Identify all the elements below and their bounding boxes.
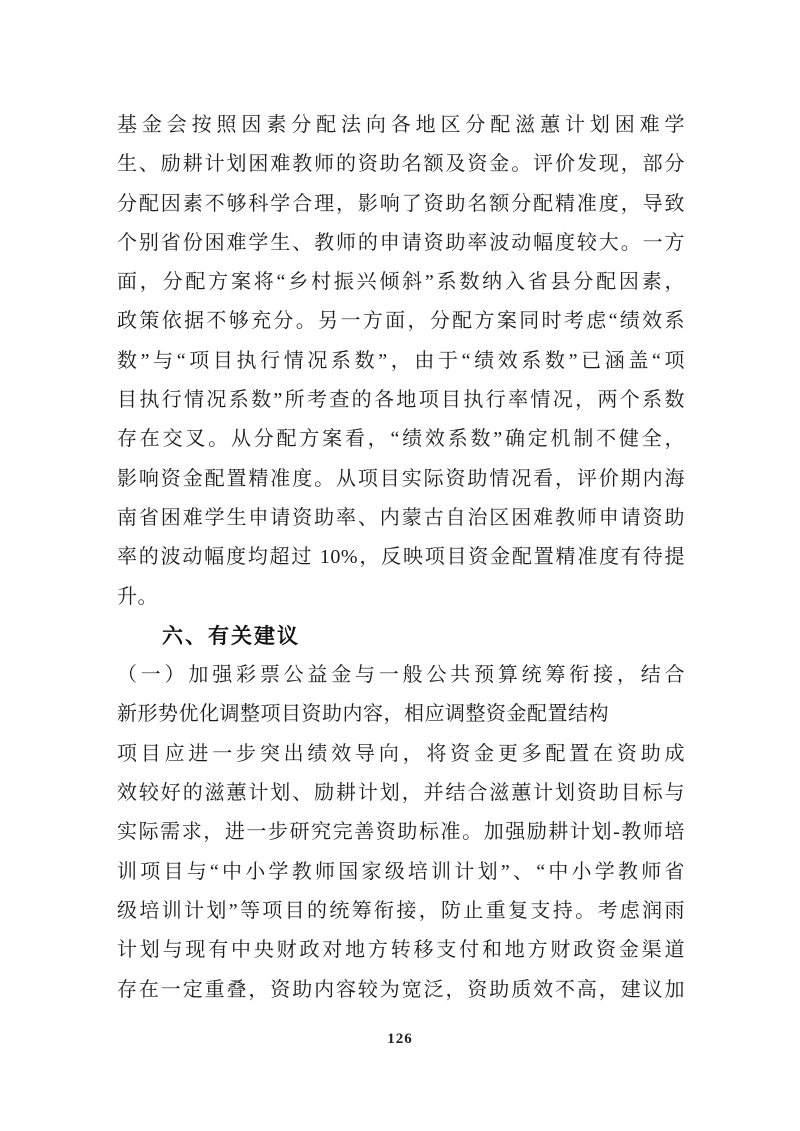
text-line: 效较好的滋蕙计划、励耕计划，并结合滋蕙计划资助目标与: [117, 782, 685, 805]
text-line: 升。: [117, 585, 158, 608]
paragraph-allocation-analysis: [117, 106, 685, 617]
text-line: 分配因素不够科学合理，影响了资助名额分配精准度，导致: [117, 192, 685, 215]
text-line: 级培训计划”等项目的统筹衔接，防止重复支持。考虑润雨: [117, 899, 685, 922]
text-line: 计划与现有中央财政对地方转移支付和地方财政资金渠道: [117, 939, 685, 962]
text-line: 影响资金配置精准度。从项目实际资助情况看，评价期内海: [117, 467, 685, 490]
paragraph-recommendation: [117, 735, 685, 1010]
text-line: 面，分配方案将“乡村振兴倾斜”系数纳入省县分配因素，: [117, 271, 685, 294]
text-line: 南省困难学生申请资助率、内蒙古自治区困难教师申请资助: [117, 506, 685, 529]
page-number: 126: [387, 1031, 413, 1047]
text-line: 基金会按照因素分配法向各地区分配滋蕙计划困难学: [117, 114, 685, 136]
text-line: 训项目与“中小学教师国家级培训计划”、“中小学教师省: [117, 860, 685, 883]
text-line: 项目应进一步突出绩效导向，将资金更多配置在资助成: [117, 742, 685, 765]
subsection-heading-one: [117, 656, 685, 735]
text-line: 目执行情况系数”所考查的各地项目执行率情况，两个系数: [117, 389, 685, 412]
section-heading-suggestions: 六、有关建议: [162, 624, 300, 648]
text-line: 生、励耕计划困难教师的资助名额及资金。评价发现，部分: [117, 153, 685, 176]
text-line: 存在一定重叠，资助内容较为宽泛，资助质效不高，建议加: [117, 978, 685, 1001]
text-line: 率的波动幅度均超过 10%，反映项目资金配置精准度有待提: [117, 546, 685, 569]
text-line: 数”与“项目执行情况系数”，由于“绩效系数”已涵盖“项: [117, 349, 685, 372]
text-line: 政策依据不够充分。另一方面，分配方案同时考虑“绩效系: [117, 310, 685, 333]
subsection-heading-line: 新形势优化调整项目资助内容，相应调整资金配置结构: [117, 703, 609, 726]
text-line: 存在交叉。从分配方案看，“绩效系数”确定机制不健全，: [117, 428, 685, 451]
text-line: 实际需求，进一步研究完善资助标准。加强励耕计划-教师培: [117, 821, 685, 844]
text-line: 个别省份困难学生、教师的申请资助率波动幅度较大。一方: [117, 231, 685, 254]
document-body: [117, 106, 685, 1010]
subsection-heading-line: （一）加强彩票公益金与一般公共预算统筹衔接，结合: [117, 664, 685, 687]
